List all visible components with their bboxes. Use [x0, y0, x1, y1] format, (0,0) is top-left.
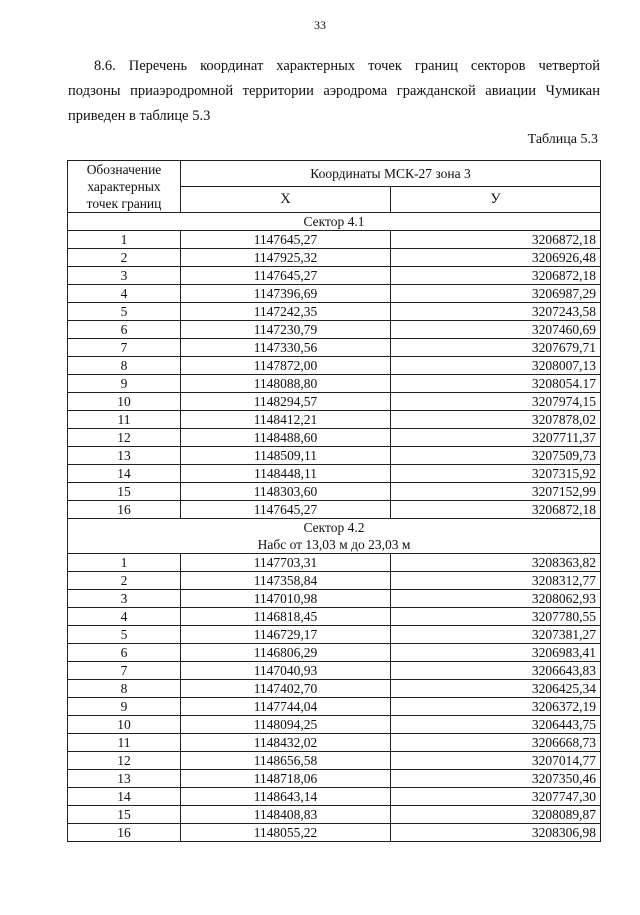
y-coordinate: 3207243,58	[391, 303, 601, 321]
point-number: 3	[68, 267, 181, 285]
table-row	[68, 590, 601, 608]
y-coordinate: 3207509,73	[391, 447, 601, 465]
y-coordinate: 3208089,87	[391, 806, 601, 824]
y-coordinate: 3207460,69	[391, 321, 601, 339]
header-y: У	[391, 187, 601, 213]
point-number: 12	[68, 429, 181, 447]
point-number: 10	[68, 393, 181, 411]
y-coordinate: 3206872,18	[391, 231, 601, 249]
x-coordinate: 1148088,80	[181, 375, 391, 393]
table-row	[68, 554, 601, 572]
table-row	[68, 447, 601, 465]
table-row	[68, 429, 601, 447]
table-row	[68, 608, 601, 626]
x-coordinate: 1148412,21	[181, 411, 391, 429]
table-row	[68, 644, 601, 662]
table-row	[68, 357, 601, 375]
point-number: 12	[68, 752, 181, 770]
y-coordinate: 3208312,77	[391, 572, 601, 590]
y-coordinate: 3207780,55	[391, 608, 601, 626]
intro-line-1: 8.6. Перечень координат характерных точек границ секторов четвертой	[94, 58, 600, 74]
y-coordinate: 3208306,98	[391, 824, 601, 842]
point-number: 14	[68, 465, 181, 483]
x-coordinate: 1148656,58	[181, 752, 391, 770]
point-number: 6	[68, 321, 181, 339]
table-row	[68, 734, 601, 752]
table-row	[68, 572, 601, 590]
table-row	[68, 752, 601, 770]
y-coordinate: 3207747,30	[391, 788, 601, 806]
table-row	[68, 393, 601, 411]
sector-title: Сектор 4.2	[303, 520, 365, 535]
sector-title-cell	[68, 519, 601, 554]
point-number: 1	[68, 231, 181, 249]
y-coordinate: 3208363,82	[391, 554, 601, 572]
sector-title: Сектор 4.1	[303, 214, 365, 229]
y-coordinate: 3206983,41	[391, 644, 601, 662]
table-caption: Таблица 5.3	[527, 132, 598, 147]
table-row	[68, 698, 601, 716]
y-coordinate: 3206872,18	[391, 267, 601, 285]
y-coordinate: 3207152,99	[391, 483, 601, 501]
x-coordinate: 1148294,57	[181, 393, 391, 411]
y-coordinate: 3206443,75	[391, 716, 601, 734]
x-coordinate: 1147925,32	[181, 249, 391, 267]
table-body	[68, 213, 601, 842]
y-coordinate: 3207381,27	[391, 626, 601, 644]
point-number: 9	[68, 698, 181, 716]
header-designation: Обозначение характерных точек границ	[68, 161, 181, 213]
point-number: 16	[68, 501, 181, 519]
y-coordinate: 3207014,77	[391, 752, 601, 770]
point-number: 6	[68, 644, 181, 662]
x-coordinate: 1148094,25	[181, 716, 391, 734]
table-row	[68, 824, 601, 842]
table-row	[68, 303, 601, 321]
table-row	[68, 483, 601, 501]
page-number: 33	[314, 18, 326, 32]
x-coordinate: 1147010,98	[181, 590, 391, 608]
point-number: 14	[68, 788, 181, 806]
header-x: Х	[181, 187, 391, 213]
point-number: 7	[68, 662, 181, 680]
table-row	[68, 411, 601, 429]
table-row	[68, 321, 601, 339]
point-number: 2	[68, 572, 181, 590]
x-coordinate: 1147242,35	[181, 303, 391, 321]
point-number: 13	[68, 770, 181, 788]
coordinates-table	[67, 160, 601, 842]
x-coordinate: 1147040,93	[181, 662, 391, 680]
x-coordinate: 1147330,56	[181, 339, 391, 357]
intro-line-2: подзоны приаэродромной территории аэродрома гражданской авиации Чумикан	[68, 83, 600, 99]
y-coordinate: 3208007,13	[391, 357, 601, 375]
point-number: 9	[68, 375, 181, 393]
table-row	[68, 267, 601, 285]
x-coordinate: 1147744,04	[181, 698, 391, 716]
point-number: 16	[68, 824, 181, 842]
x-coordinate: 1147230,79	[181, 321, 391, 339]
point-number: 8	[68, 357, 181, 375]
x-coordinate: 1147645,27	[181, 231, 391, 249]
intro-line-3: приведен в таблице 5.3	[68, 108, 211, 124]
point-number: 8	[68, 680, 181, 698]
point-number: 11	[68, 411, 181, 429]
point-number: 5	[68, 626, 181, 644]
table-row	[68, 249, 601, 267]
x-coordinate: 1148488,60	[181, 429, 391, 447]
x-coordinate: 1148408,83	[181, 806, 391, 824]
point-number: 13	[68, 447, 181, 465]
table-row	[68, 770, 601, 788]
y-coordinate: 3206872,18	[391, 501, 601, 519]
x-coordinate: 1147645,27	[181, 501, 391, 519]
point-number: 2	[68, 249, 181, 267]
point-number: 15	[68, 806, 181, 824]
x-coordinate: 1146818,45	[181, 608, 391, 626]
table-row	[68, 788, 601, 806]
x-coordinate: 1146806,29	[181, 644, 391, 662]
y-coordinate: 3206987,29	[391, 285, 601, 303]
point-number: 3	[68, 590, 181, 608]
table-row	[68, 501, 601, 519]
x-coordinate: 1147402,70	[181, 680, 391, 698]
y-coordinate: 3207679,71	[391, 339, 601, 357]
x-coordinate: 1147872,00	[181, 357, 391, 375]
x-coordinate: 1147703,31	[181, 554, 391, 572]
table-row	[68, 285, 601, 303]
y-coordinate: 3206372,19	[391, 698, 601, 716]
x-coordinate: 1148718,06	[181, 770, 391, 788]
header-coordinates: Координаты МСК-27 зона 3	[181, 161, 601, 187]
point-number: 4	[68, 285, 181, 303]
y-coordinate: 3208062,93	[391, 590, 601, 608]
point-number: 4	[68, 608, 181, 626]
table-row	[68, 626, 601, 644]
point-number: 10	[68, 716, 181, 734]
point-number: 5	[68, 303, 181, 321]
x-coordinate: 1147396,69	[181, 285, 391, 303]
x-coordinate: 1148448,11	[181, 465, 391, 483]
y-coordinate: 3208054.17	[391, 375, 601, 393]
point-number: 11	[68, 734, 181, 752]
y-coordinate: 3207974,15	[391, 393, 601, 411]
intro-paragraph	[68, 54, 600, 129]
x-coordinate: 1148055,22	[181, 824, 391, 842]
y-coordinate: 3206425,34	[391, 680, 601, 698]
table-row	[68, 662, 601, 680]
table-row	[68, 716, 601, 734]
x-coordinate: 1147358,84	[181, 572, 391, 590]
y-coordinate: 3207315,92	[391, 465, 601, 483]
y-coordinate: 3206926,48	[391, 249, 601, 267]
sector-subtitle: Набс от 13,03 м до 23,03 м	[257, 537, 411, 552]
y-coordinate: 3207350,46	[391, 770, 601, 788]
table-row	[68, 680, 601, 698]
point-number: 15	[68, 483, 181, 501]
x-coordinate: 1148509,11	[181, 447, 391, 465]
y-coordinate: 3206668,73	[391, 734, 601, 752]
y-coordinate: 3207878,02	[391, 411, 601, 429]
table-row	[68, 339, 601, 357]
x-coordinate: 1148303,60	[181, 483, 391, 501]
table-row	[68, 806, 601, 824]
point-number: 1	[68, 554, 181, 572]
sector-row	[68, 213, 601, 231]
x-coordinate: 1147645,27	[181, 267, 391, 285]
table-row	[68, 375, 601, 393]
table-row	[68, 465, 601, 483]
y-coordinate: 3206643,83	[391, 662, 601, 680]
sector-row	[68, 519, 601, 554]
y-coordinate: 3207711,37	[391, 429, 601, 447]
x-coordinate: 1146729,17	[181, 626, 391, 644]
x-coordinate: 1148643,14	[181, 788, 391, 806]
x-coordinate: 1148432,02	[181, 734, 391, 752]
table-row	[68, 231, 601, 249]
sector-title-cell	[68, 213, 601, 231]
point-number: 7	[68, 339, 181, 357]
